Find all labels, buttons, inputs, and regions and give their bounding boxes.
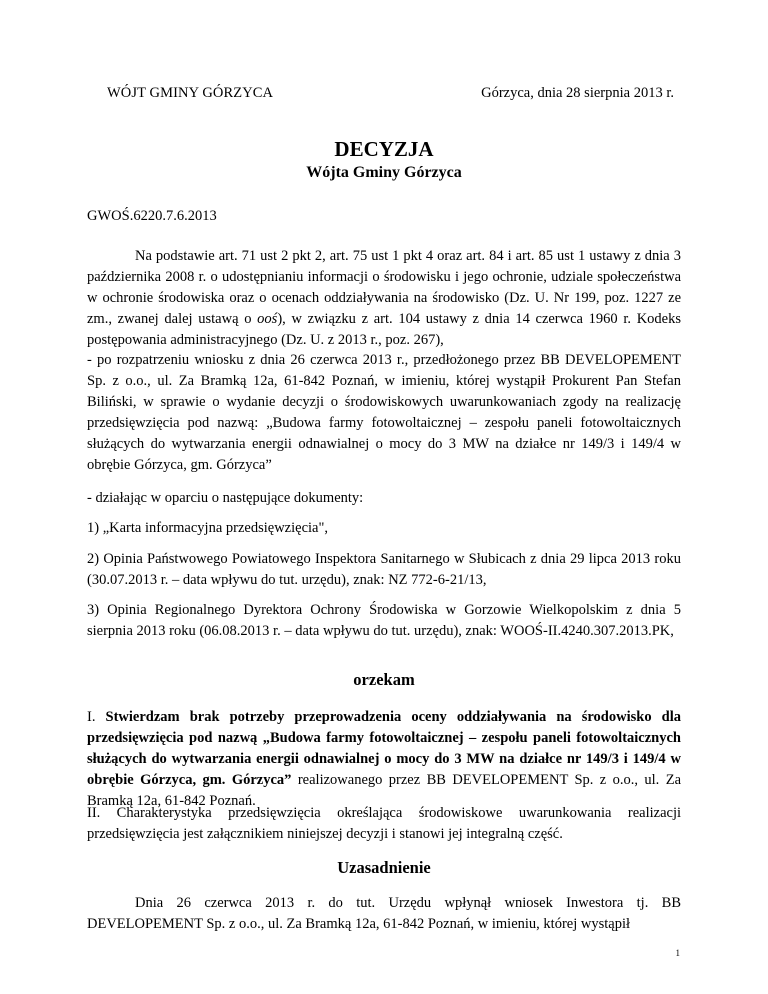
- justification-heading: Uzasadnienie: [337, 858, 431, 877]
- decision-point-1: I. Stwierdzam brak potrzeby przeprowadzenia oceny oddziaływania na środowisko dla przedsięwzięcia pod nazwą „Budowa farmy fotowoltaicznej – zespołu paneli fotowoltaicznych służących do wytwarzania energii odnawialnej o mocy do 3 MW na działce nr 149/3 i 149/4 w obrębie Górzyca, gm. Górzyca” realizowanego przez BB DEVELOPEMENT Sp. z o.o., ul. Za Bramką 12a, 61-842 Poznań.: [87, 709, 682, 809]
- issuing-authority: WÓJT GMINY GÓRZYCA: [107, 85, 274, 101]
- page-number: 1: [675, 948, 680, 958]
- application-paragraph: - po rozpatrzeniu wniosku z dnia 26 czerwca 2013 r., przedłożonego przez BB DEVELOPEMENT Sp. z o.o., ul. Za Bramką 12a, 61-842 Poznań, w imieniu, której wystąpił Prokurent Pan Stefan Biliński, w sprawie o wydanie decyzji o środowiskowych uwarunkowaniach zgody na realizację przedsięwzięcia pod nazwą: „Budowa farmy fotowoltaicznej – zespołu paneli fotowoltaicznych służących do wytwarzania energii odnawialnej o mocy do 3 MW na działce nr 149/3 i 149/4 w obrębie Górzyca, gm. Górzyca”: [87, 352, 681, 473]
- decision-point-2: II. Charakterystyka przedsięwzięcia określająca środowiskowe uwarunkowania realizacji przedsięwzięcia jest załącznikiem niniejszej decyzji i stanowi jej integralną część.: [87, 805, 681, 842]
- legal-basis-paragraph: Na podstawie art. 71 ust 2 pkt 2, art. 75 ust 1 pkt 4 oraz art. 84 i art. 85 ust 1 ustawy z dnia 3 października 2008 r. o udostępnianiu informacji o środowisku i jego ochronie, udziale społeczeństwa w ochronie środowiska oraz o ocenach oddziaływania na środowisko (Dz. U. Nr 199, poz. 1227 ze zm., zwanej dalej ustawą o ooś), w związku z art. 104 ustawy z dnia 14 czerwca 1960 r. Kodeks postępowania administracyjnego (Dz. U. z 2013 r., poz. 267),: [87, 248, 681, 348]
- document-item-3: 3) Opinia Regionalnego Dyrektora Ochrony Środowiska w Gorzowie Wielkopolskim z dnia 5 sierpnia 2013 roku (06.08.2013 r. – data wpływu do tut. urzędu), znak: WOOŚ-II.4240.307.2013.PK,: [87, 602, 681, 639]
- document-item-1: 1) „Karta informacyjna przedsięwzięcia",: [87, 520, 329, 536]
- legal-basis-abbrev: ooś: [257, 311, 278, 327]
- orzekam-heading: orzekam: [353, 670, 415, 689]
- documents-intro: - działając w oparciu o następujące dokumenty:: [87, 490, 364, 506]
- document-title: DECYZJA: [334, 137, 434, 161]
- justification-paragraph: Dnia 26 czerwca 2013 r. do tut. Urzędu wpłynął wniosek Inwestora tj. BB DEVELOPEMENT Sp. z o.o., ul. Za Bramką 12a, 61-842 Poznań, w imieniu, której wystąpił: [87, 895, 681, 932]
- reference-number: GWOŚ.6220.7.6.2013: [87, 208, 217, 224]
- place-and-date: Górzyca, dnia 28 sierpnia 2013 r.: [481, 85, 674, 101]
- document-item-2: 2) Opinia Państwowego Powiatowego Inspektora Sanitarnego w Słubicach z dnia 29 lipca 2013 roku (30.07.2013 r. – data wpływu do tut. urzędu), znak: NZ 772-6-21/13,: [87, 551, 681, 588]
- document-subtitle: Wójta Gminy Górzyca: [306, 164, 462, 181]
